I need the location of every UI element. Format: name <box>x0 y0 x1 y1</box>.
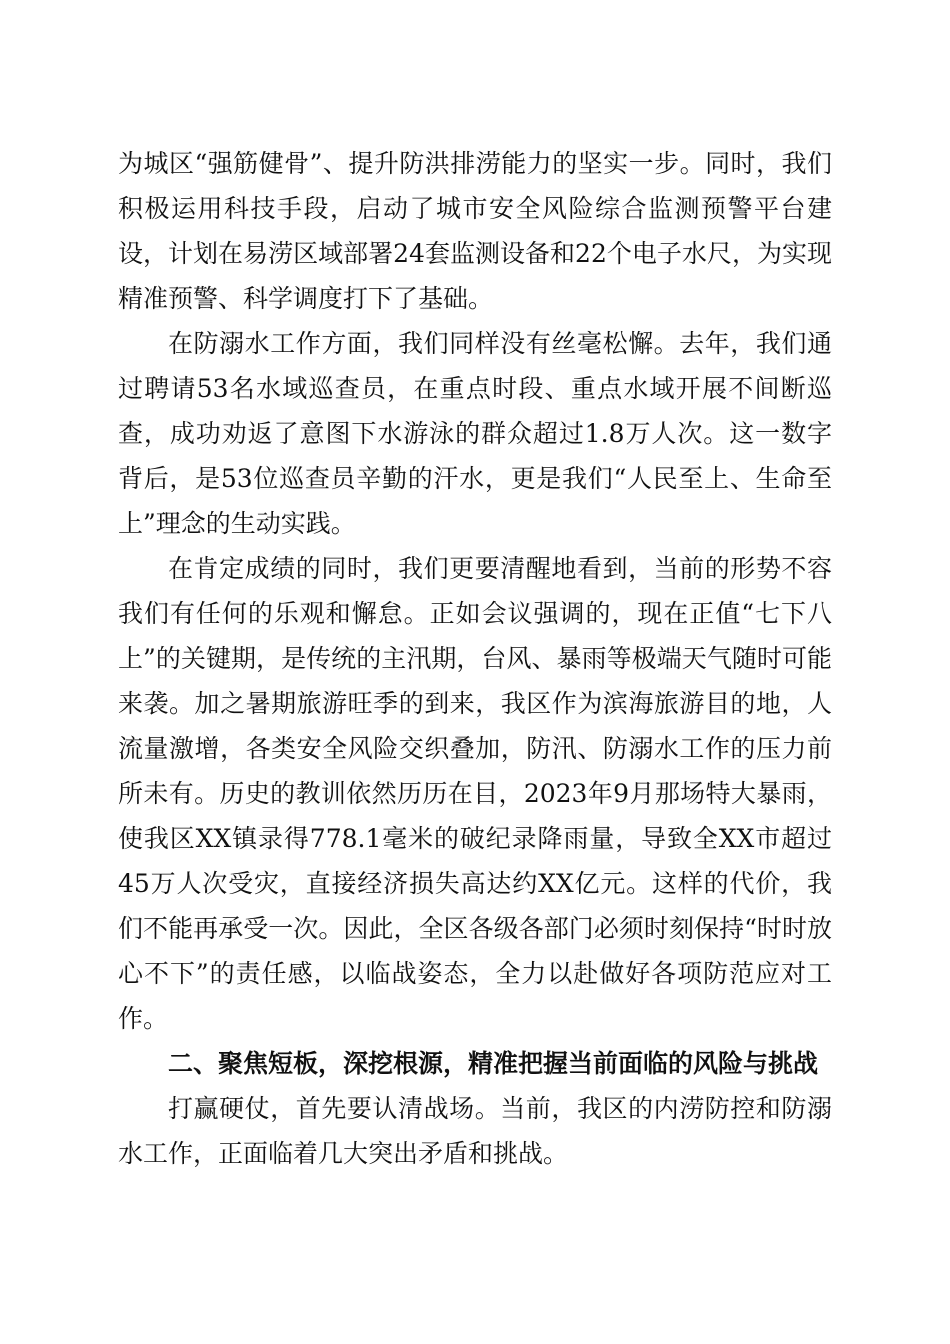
document-body <box>118 141 832 1176</box>
paragraph-continuation: 为城区“强筋健骨”、提升防洪排涝能力的坚实一步。同时，我们积极运用科技手段，启动了城市安全风险综合监测预警平台建设，计划在易涝区域部署24套监测设备和22个电子水尺，为实现精准预警、科学调度打下了基础。 <box>118 149 832 313</box>
paragraph-challenges-intro: 打赢硬仗，首先要认清战场。当前，我区的内涝防控和防溺水工作，正面临着几大突出矛盾和挑战。 <box>118 1094 832 1168</box>
section-heading: 二、聚焦短板，深挖根源，精准把握当前面临的风险与挑战 <box>168 1049 819 1078</box>
paragraph-drowning-prevention: 在防溺水工作方面，我们同样没有丝毫松懈。去年，我们通过聘请53名水域巡查员，在重点时段、重点水域开展不间断巡查，成功劝返了意图下水游泳的群众超过1.8万人次。这一数字背后，是53位巡查员辛勤的汗水，更是我们“人民至上、生命至上”理念的生动实践。 <box>118 329 832 538</box>
paragraph-current-situation: 在肯定成绩的同时，我们更要清醒地看到，当前的形势不容我们有任何的乐观和懈怠。正如会议强调的，现在正值“七下八上”的关键期，是传统的主汛期，台风、暴雨等极端天气随时可能来袭。加之暑期旅游旺季的到来，我区作为滨海旅游目的地，人流量激增，各类安全风险交织叠加，防汛、防溺水工作的压力前所未有。历史的教训依然历历在目，2023年9月那场特大暴雨，使我区XX镇录得778.1毫米的破纪录降雨量，导致全XX市超过45万人次受灾，直接经济损失高达约XX亿元。这样的代价，我们不能再承受一次。因此，全区各级各部门必须时刻保持“时时放心不下”的责任感，以临战姿态，全力以赴做好各项防范应对工作。 <box>118 554 832 1033</box>
